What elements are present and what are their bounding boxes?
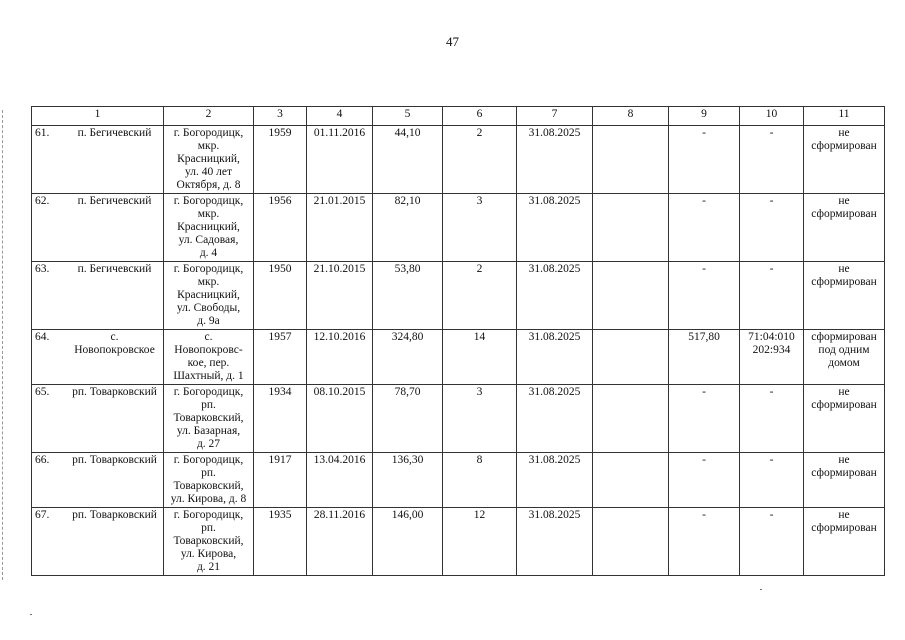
cell-line: сформирован: [811, 331, 877, 343]
date-cell: 21.01.2015: [307, 194, 373, 262]
row-number: 61.: [35, 127, 50, 139]
settlement-name: п. Бегичевский: [77, 263, 152, 275]
header-cell: 7: [517, 107, 593, 126]
col8-cell: [593, 453, 669, 508]
housing-register-table: [31, 106, 885, 576]
settlement-name: рп. Товарковский: [72, 509, 157, 521]
col9-cell: -: [669, 262, 740, 330]
cell-line: рп.: [201, 522, 216, 534]
cell-line: ул. 40 лет: [185, 166, 232, 178]
count-cell: 2: [443, 262, 517, 330]
header-cell: 10: [740, 107, 804, 126]
col9-cell: 517,80: [669, 330, 740, 385]
table-row: [32, 126, 885, 194]
cell-line: сформирован: [811, 208, 877, 220]
header-cell: 6: [443, 107, 517, 126]
scan-edge-line: [2, 110, 3, 580]
address-cell: [164, 330, 254, 385]
year-cell: 1935: [254, 508, 307, 576]
cell-line: Красницкий,: [177, 153, 240, 165]
cell-line: ул. Базарная,: [176, 425, 241, 437]
row-number: 65.: [35, 386, 50, 398]
address-cell: [164, 126, 254, 194]
cell-line: мкр.: [197, 276, 220, 288]
date-cell: 21.10.2015: [307, 262, 373, 330]
cell-line: мкр.: [197, 140, 220, 152]
cell-line: сформирован: [811, 399, 877, 411]
row-number-settlement-cell: [32, 453, 164, 508]
deadline-cell: 31.08.2025: [517, 330, 593, 385]
row-number-settlement-cell: [32, 194, 164, 262]
date-cell: 13.04.2016: [307, 453, 373, 508]
cadastral-cell: -: [740, 385, 804, 453]
settlement-name: рп. Товарковский: [72, 454, 157, 466]
area-cell: 53,80: [373, 262, 443, 330]
deadline-cell: 31.08.2025: [517, 385, 593, 453]
cadastral-cell: -: [740, 126, 804, 194]
col8-cell: [593, 330, 669, 385]
cadastral-cell: -: [740, 508, 804, 576]
col9-cell: -: [669, 508, 740, 576]
year-cell: 1950: [254, 262, 307, 330]
table-row: [32, 194, 885, 262]
cell-line: не: [838, 386, 850, 398]
row-number-settlement-cell: [32, 126, 164, 194]
cell-line: не: [838, 127, 850, 139]
cell-line: Красницкий,: [177, 221, 240, 233]
cell-line: Красницкий,: [177, 289, 240, 301]
status-cell: [804, 385, 885, 453]
col8-cell: [593, 385, 669, 453]
status-cell: [804, 126, 885, 194]
col9-cell: -: [669, 126, 740, 194]
area-cell: 44,10: [373, 126, 443, 194]
row-number: 64.: [35, 331, 50, 343]
settlement-name: с. Новопокровское: [74, 331, 155, 356]
status-cell: [804, 262, 885, 330]
count-cell: 3: [443, 385, 517, 453]
cell-line: не: [838, 509, 850, 521]
header-cell: 5: [373, 107, 443, 126]
cell-line: Октября, д. 8: [176, 179, 241, 191]
cell-line: домом: [828, 357, 860, 369]
cell-line: д. 9а: [197, 315, 220, 327]
scan-speck: [760, 589, 762, 590]
address-cell: [164, 508, 254, 576]
area-cell: 324,80: [373, 330, 443, 385]
cell-line: Товарковский,: [173, 412, 244, 424]
deadline-cell: 31.08.2025: [517, 508, 593, 576]
cell-line: Новопокровс-: [174, 344, 243, 356]
col8-cell: [593, 194, 669, 262]
cell-line: сформирован: [811, 140, 877, 152]
area-cell: 82,10: [373, 194, 443, 262]
area-cell: 136,30: [373, 453, 443, 508]
cell-line: д. 27: [196, 438, 221, 450]
cadastral-cell: -: [740, 194, 804, 262]
date-cell: 12.10.2016: [307, 330, 373, 385]
year-cell: 1956: [254, 194, 307, 262]
date-cell: 28.11.2016: [307, 508, 373, 576]
year-cell: 1959: [254, 126, 307, 194]
cell-line: г. Богородицк,: [173, 263, 244, 275]
cell-line: с.: [204, 331, 213, 343]
scan-speck: [30, 614, 32, 615]
address-cell: [164, 262, 254, 330]
address-cell: [164, 385, 254, 453]
cell-line: д. 21: [196, 561, 221, 573]
col8-cell: [593, 262, 669, 330]
cell-line: д. 4: [199, 247, 218, 259]
cell-line: ул. Свободы,: [176, 302, 241, 314]
table-row: [32, 330, 885, 385]
header-row: [32, 107, 885, 126]
cell-line: рп.: [201, 467, 216, 479]
cell-line: г. Богородицк,: [173, 195, 244, 207]
deadline-cell: 31.08.2025: [517, 194, 593, 262]
table-row: [32, 508, 885, 576]
year-cell: 1934: [254, 385, 307, 453]
page-number: 47: [446, 34, 459, 49]
status-cell: [804, 453, 885, 508]
status-cell: [804, 194, 885, 262]
cell-line: сформирован: [811, 276, 877, 288]
header-cell: 8: [593, 107, 669, 126]
year-cell: 1917: [254, 453, 307, 508]
cell-line: не: [838, 263, 850, 275]
status-cell: [804, 330, 885, 385]
row-number: 63.: [35, 263, 50, 275]
col9-cell: -: [669, 385, 740, 453]
header-cell: 9: [669, 107, 740, 126]
row-number-settlement-cell: [32, 262, 164, 330]
status-cell: [804, 508, 885, 576]
cell-line: Шахтный, д. 1: [173, 370, 244, 382]
header-cell: 11: [804, 107, 885, 126]
cell-line: под одним: [818, 344, 870, 356]
deadline-cell: 31.08.2025: [517, 262, 593, 330]
date-cell: 08.10.2015: [307, 385, 373, 453]
row-number-settlement-cell: [32, 330, 164, 385]
deadline-cell: 31.08.2025: [517, 126, 593, 194]
table-row: [32, 262, 885, 330]
cell-line: г. Богородицк,: [173, 509, 244, 521]
row-number-settlement-cell: [32, 508, 164, 576]
cadastral-cell: -: [740, 262, 804, 330]
row-number: 67.: [35, 509, 50, 521]
cell-line: мкр.: [197, 208, 220, 220]
area-cell: 146,00: [373, 508, 443, 576]
cell-line: кое, пер.: [187, 357, 230, 369]
cell-line: не: [838, 195, 850, 207]
row-number-settlement-cell: [32, 385, 164, 453]
cell-line: г. Богородицк,: [173, 386, 244, 398]
cell-line: Товарковский,: [173, 480, 244, 492]
cell-line: рп.: [201, 399, 216, 411]
date-cell: 01.11.2016: [307, 126, 373, 194]
cell-line: Товарковский,: [173, 535, 244, 547]
header-cell: 1: [32, 107, 164, 126]
count-cell: 14: [443, 330, 517, 385]
cell-line: г. Богородицк,: [173, 127, 244, 139]
cell-line: ул. Садовая,: [178, 234, 239, 246]
row-number: 62.: [35, 195, 50, 207]
count-cell: 2: [443, 126, 517, 194]
cadastral-cell: 71:04:010 202:934: [740, 330, 804, 385]
row-number: 66.: [35, 454, 50, 466]
table-row: [32, 453, 885, 508]
area-cell: 78,70: [373, 385, 443, 453]
header-cell: 3: [254, 107, 307, 126]
settlement-name: рп. Товарковский: [72, 386, 157, 398]
deadline-cell: 31.08.2025: [517, 453, 593, 508]
cell-line: ул. Кирова, д. 8: [170, 493, 247, 505]
col9-cell: -: [669, 453, 740, 508]
settlement-name: п. Бегичевский: [77, 195, 152, 207]
header-cell: 4: [307, 107, 373, 126]
address-cell: [164, 194, 254, 262]
year-cell: 1957: [254, 330, 307, 385]
col8-cell: [593, 126, 669, 194]
col8-cell: [593, 508, 669, 576]
cell-line: не: [838, 454, 850, 466]
col9-cell: -: [669, 194, 740, 262]
count-cell: 8: [443, 453, 517, 508]
settlement-name: п. Бегичевский: [77, 127, 152, 139]
address-cell: [164, 453, 254, 508]
count-cell: 3: [443, 194, 517, 262]
count-cell: 12: [443, 508, 517, 576]
header-cell: 2: [164, 107, 254, 126]
cell-line: г. Богородицк,: [173, 454, 244, 466]
cell-line: ул. Кирова,: [180, 548, 237, 560]
cell-line: сформирован: [811, 522, 877, 534]
cadastral-cell: -: [740, 453, 804, 508]
table-row: [32, 385, 885, 453]
cell-line: сформирован: [811, 467, 877, 479]
